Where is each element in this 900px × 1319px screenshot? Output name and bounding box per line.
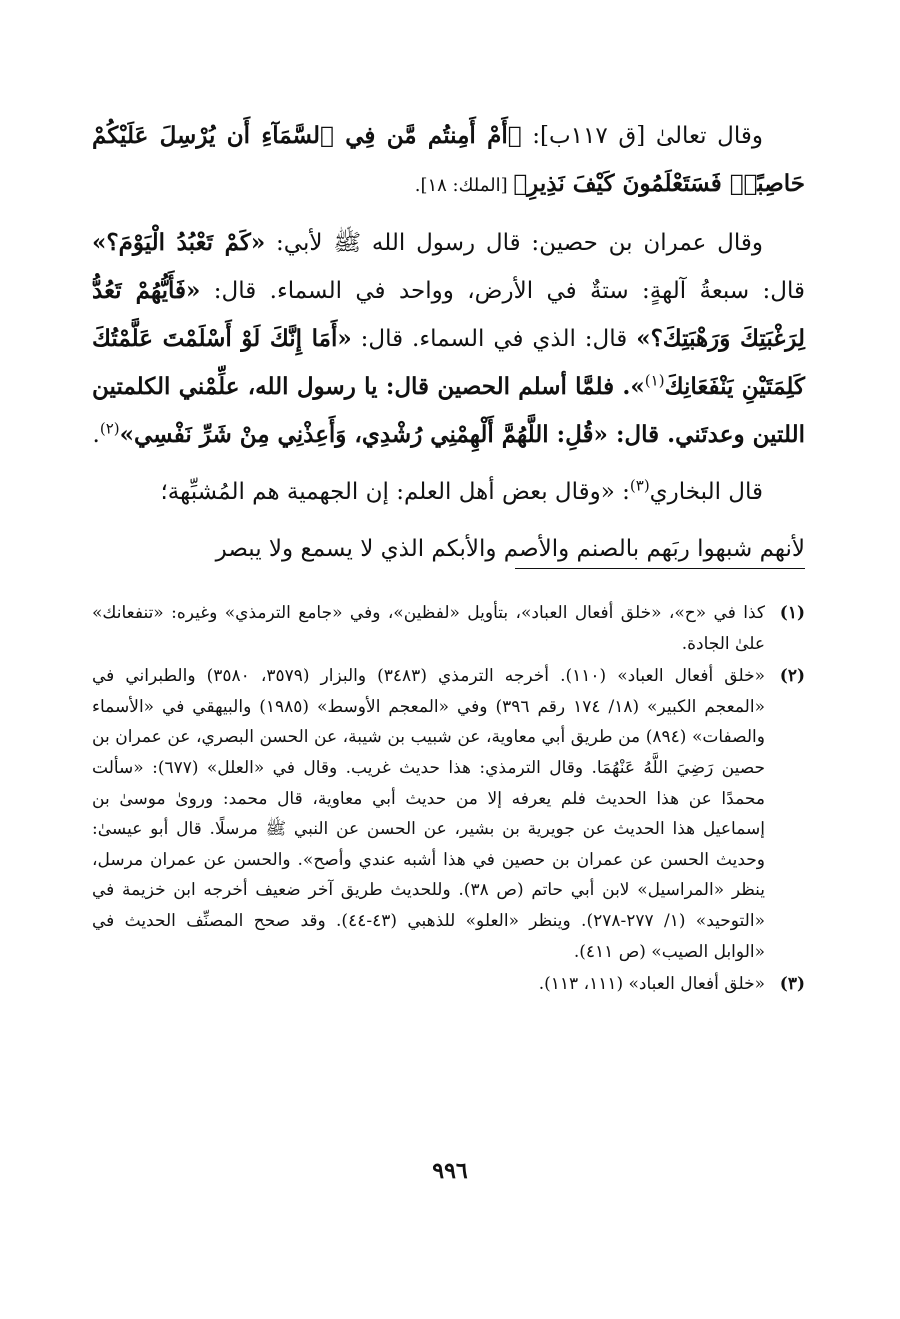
footnotes [92,598,805,1002]
hadith-text-b: قال: سبعةُ آلهةٍ: ستةٌ في الأرض، وواحد في السماء. قال: [200,278,805,304]
footnote-number: (٢) [779,666,805,687]
paragraph-hadith [92,219,805,459]
main-text [92,112,805,583]
hadith-quote-4: «قُلِ: اللَّهُمَّ أَلْهِمْنِي رُشْدِي، وَأَعِذْنِي مِنْ شَرِّ نَفْسِي» [119,421,608,448]
footnote-text: «خلق أفعال العباد» (١١٠). أخرجه الترمذي (٣٤٨٣) والبزار (٣٥٧٩، ٣٥٨٠) والطبراني في «المعجم الكبير» (١٨/ ١٧٤ رقم ٣٩٦) وفي «المعجم الأوسط» (١٩٨٥) والبيهقي في «الأسماء والصفات» (٨٩٤) من طريق أبي معاوية، عن شبيب بن شيبة، عن الحسن البصري، عن عمران بن حصين رَضِيَ اللَّهُ عَنْهُمَا. وقال الترمذي: هذا حديث غريب. وقال في «العلل» (٦٧٧): «سألت محمدًا عن هذا الحديث فلم يعرفه إلا من حديث أبي معاوية، قال محمد: وروىٰ موسىٰ بن إسماعيل هذا الحديث عن جويرية بن بشير، عن الحسن عن النبي ﷺ مرسلًا. قال أبو عيسىٰ: وحديث الحسن عن عمران بن حصين في هذا أشبه عندي وأصح». والحسن عن عمران مرسل، ينظر «المراسيل» لابن أبي حاتم (ص ٣٨). وللحديث طريق آخر ضعيف أخرجه ابن خزيمة في «التوحيد» (١/ ٢٧٧-٢٧٨). وينظر «العلو» للذهبي (٤٣-٤٤). وقد صحح المصنِّف الحديث في «الوابل الصيب» (ص ٤١١). [92,666,766,962]
page-number: ٩٩٦ [432,1158,468,1184]
footnote-1 [92,598,805,659]
paragraph-verse [92,112,805,209]
quran-verse: ﴿أَمْ أَمِنتُم مَّن فِي ٱلسَّمَآءِ أَن يُرْسِلَ عَلَيْكُمْ حَاصِبًاۖ فَسَتَعْلَمُونَ كَيْفَ نَذِيرِ﴾ [92,122,805,197]
footnote-number: (٣) [779,974,805,995]
paragraph-bukhari [92,469,805,516]
hadith-text-e: . [92,422,100,448]
footnote-ref-1: (١) [644,371,665,390]
verse-intro: وقال تعالىٰ [ق ١١٧ب]: [521,123,763,149]
footnote-text: «خلق أفعال العباد» (١١١، ١١٣). [538,974,765,995]
hadith-quote-2: «فَأَيُّهُمْ تَعُدُّ لِرَغْبَتِكَ وَرَهْبَتِكَ؟» [92,277,805,352]
verse-reference: [الملك: ١٨]. [414,175,514,196]
bukhari-text-a: قال البخاري [649,479,763,505]
hadith-text-c: قال: الذي في السماء. قال: [351,326,637,352]
bukhari-text-b: : «وقال بعض أهل العلم: إن الجهمية هم المُشبِّهة؛ [160,479,630,505]
hadith-quote-3: «أَمَا إِنَّكَ لَوْ أَسْلَمْتَ عَلَّمْتُكَ كَلِمَتَيْنِ يَنْفَعَانِكَ [92,325,805,400]
footnote-separator [515,568,805,569]
footnote-ref-2: (٢) [99,419,120,438]
paragraph-continuation [92,526,805,573]
hadith-text-a: وقال عمران بن حصين: قال رسول الله ﷺ لأبي: [265,230,763,256]
footnote-3 [92,969,805,1000]
footnote-2 [92,661,805,967]
hadith-text-d: ». فلمَّا أسلم الحصين قال: يا رسول الله، علِّمْني الكلمتين اللتين وعدتَني. قال: [92,373,805,448]
footnote-ref-3: (٣) [629,476,650,495]
continuation-text: لأنهم شبهوا ربَهم بالصنم والأصم والأبكم الذي لا يسمع ولا يبصر [215,536,805,562]
footnote-text: كذا في «ح»، «خلق أفعال العباد»، بتأويل «لفظين»، وفي «جامع الترمذي» وغيره: «تنفعانك» علىٰ الجادة. [92,603,765,654]
footnote-number: (١) [779,603,805,623]
hadith-quote-1: «كَمْ تَعْبُدُ الْيَوْمَ؟» [92,229,266,256]
